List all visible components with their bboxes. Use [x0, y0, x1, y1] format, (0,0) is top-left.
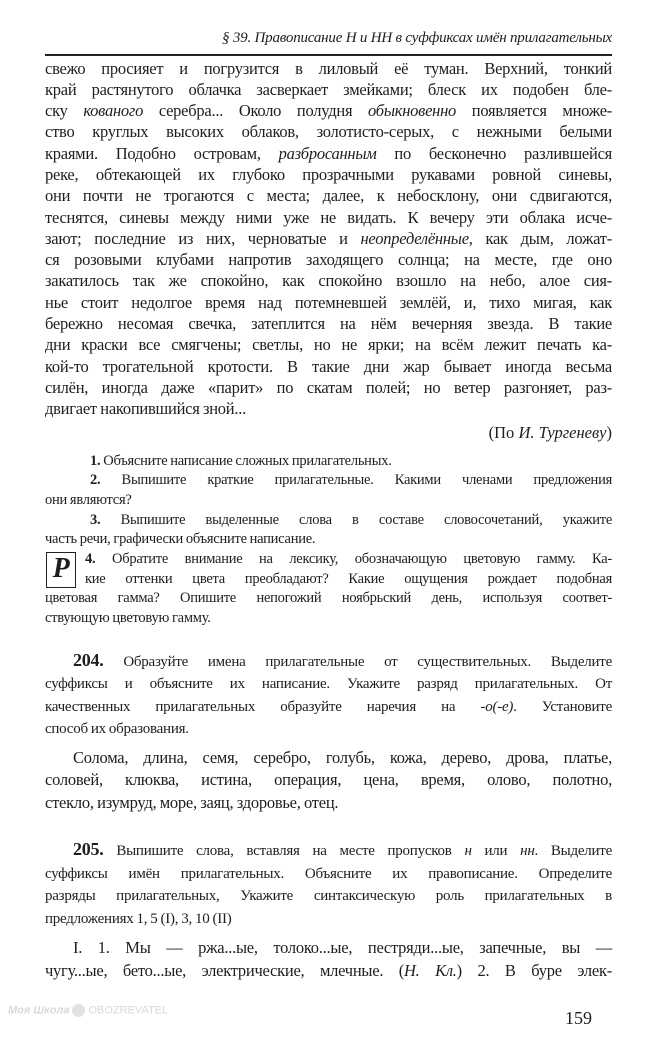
- attribution-suffix: ): [606, 422, 612, 442]
- text-line: [45, 270, 612, 291]
- text-segment: суффиксы и объясните их написание. Укажите разряд прилагательных. От: [45, 676, 612, 693]
- reading-text: [45, 58, 612, 420]
- number-label: 4.: [85, 551, 96, 568]
- text-segment: дни краски все смягчены; светлы, но не ярки; на всём лежит печать ка-: [45, 335, 612, 355]
- text-segment: предложениях 1, 5 (I), 3, 10 (II): [45, 910, 232, 927]
- text-line: [45, 471, 612, 491]
- text-segment: цветовая гамма? Опишите непогожий ноябрьский день, используя соответ-: [45, 590, 612, 607]
- text-line: [45, 673, 612, 696]
- paragraph: [45, 452, 612, 472]
- text-segment: нье стоит недолгое время над потемневшей землёй, и, тихо мигая, как: [45, 292, 612, 312]
- text-segment: , как дым, ложат-: [468, 228, 612, 248]
- text-segment: или: [471, 843, 521, 860]
- text-segment: соловей, клюква, истина, операция, цена, время, олово, полотно,: [45, 770, 612, 790]
- text-line: [45, 838, 612, 863]
- text-segment: ску: [45, 101, 84, 121]
- text-segment: ) 2. В буре элек-: [456, 961, 612, 981]
- header-rule: [45, 54, 612, 56]
- page-number: 159: [565, 1008, 592, 1029]
- text-segment: часть речи, графически объясните написание.: [45, 531, 316, 548]
- text-segment: чугу...ые, бето...ые, электрические, млечные. (: [45, 961, 405, 981]
- paragraph: [45, 747, 612, 815]
- text-line: [45, 511, 612, 531]
- page-header: § 39. Правописание Н и НН в суффиксах имён прилагательных: [222, 30, 612, 46]
- text-line: [45, 696, 612, 719]
- text-line: [45, 334, 612, 355]
- text-segment: они почти не трогаются с места; далее, к небосклону, они сдвигаются,: [45, 186, 612, 206]
- paragraph: [45, 550, 612, 629]
- paragraph: [45, 649, 612, 741]
- italic-word: н: [464, 843, 472, 860]
- text-segment: край растянутого облачка засверкает змейками; блеск их подобен бле-: [45, 79, 612, 99]
- text-segment: ся розовыми клубами напротив заходящего солнца; на месте, где оно: [45, 250, 612, 270]
- paragraph: [45, 58, 612, 420]
- text-line: [45, 143, 612, 164]
- text-line: [45, 79, 612, 100]
- text-line: [45, 530, 612, 550]
- text-line: [45, 589, 612, 609]
- text-line: [45, 863, 612, 886]
- italic-word: обыкновенно: [368, 101, 457, 121]
- text-segment: реке, обтекающей их глубоко прозрачными рукавами ровной синевы,: [45, 164, 612, 184]
- number-label: 205.: [73, 839, 104, 860]
- text-line: [45, 747, 612, 770]
- text-line: [45, 313, 612, 334]
- author: И. Тургеневу: [518, 422, 607, 442]
- text-line: [45, 959, 612, 982]
- watermark-brand: Моя Школа: [8, 1004, 70, 1017]
- text-segment: теснятся, синевы между ними уже не видать. К вечеру эти облака исче-: [45, 207, 612, 227]
- tasks-list: [45, 452, 612, 629]
- text-line: [45, 356, 612, 377]
- exercise-204-words: [45, 747, 612, 815]
- text-segment: кой-то трогательной кротости. В такие дни жар бывает иногда весьма: [45, 356, 612, 376]
- italic-word: -о(-е): [480, 698, 514, 715]
- text-segment: Солома, длина, семя, серебро, голубь, кожа, дерево, дрова, платье,: [73, 747, 612, 767]
- text-line: [45, 491, 612, 511]
- exercise-205: [45, 838, 612, 930]
- text-segment: Образуйте имена прилагательные от существительных. Выделите: [103, 653, 612, 670]
- text-line: [45, 398, 612, 419]
- text-segment: способ их образования.: [45, 721, 189, 738]
- text-line: [45, 550, 612, 570]
- text-segment: двигает накопившийся зной...: [45, 399, 247, 419]
- text-segment: Выпишите слова, вставляя на месте пропусков: [103, 843, 465, 860]
- text-segment: Выпишите выделенные слова в составе словосочетаний, укажите: [100, 511, 612, 528]
- speech-development-icon: [46, 552, 76, 588]
- text-line: [45, 936, 612, 959]
- paragraph: [45, 838, 612, 930]
- attribution-prefix: (По: [488, 422, 519, 442]
- exercise-205-text: [45, 936, 612, 982]
- text-segment: силён, иногда даже «парит» по скатам полей; но ветер разгоняет, раз-: [45, 377, 612, 397]
- text-line: [45, 292, 612, 313]
- text-segment: Объясните написание сложных прилагательных.: [100, 452, 392, 469]
- text-line: [45, 452, 612, 472]
- number-label: 204.: [73, 649, 104, 670]
- text-segment: I. 1. Мы — ржа...ые, толоко...ые, пестряди...ые, запечные, вы —: [73, 938, 612, 958]
- text-segment: суффиксы имён прилагательных. Объясните их правописание. Определите: [45, 865, 612, 882]
- text-line: [45, 207, 612, 228]
- text-segment: . Выделите: [534, 843, 612, 860]
- text-segment: разряды прилагательных, Укажите синтаксическую роль прилагательных в: [45, 888, 612, 905]
- text-line: [45, 121, 612, 142]
- paragraph: [45, 936, 612, 982]
- text-segment: Выпишите краткие прилагательные. Какими членами предложения: [100, 472, 612, 489]
- text-line: [45, 792, 612, 815]
- text-segment: серебра... Около полудня: [143, 101, 369, 121]
- italic-word: кованого: [83, 101, 144, 121]
- text-line: [45, 377, 612, 398]
- textbook-page: [45, 0, 612, 1039]
- text-segment: качественных прилагательных образуйте наречия на: [45, 698, 481, 715]
- number-label: 3.: [90, 511, 101, 528]
- watermark-brand: OBOZREVATEL: [88, 1004, 169, 1017]
- text-line: [45, 769, 612, 792]
- text-segment: краями. Подобно островам,: [45, 143, 279, 163]
- text-line: [45, 249, 612, 270]
- text-segment: закатилось так же спокойно, как спокойно взошло на небо, алое сия-: [45, 271, 612, 291]
- attribution: [45, 422, 612, 444]
- italic-word: нн: [520, 843, 535, 860]
- paragraph: [45, 471, 612, 510]
- text-line: [45, 908, 612, 931]
- number-label: 2.: [90, 472, 101, 489]
- italic-word: неопределённые: [360, 228, 469, 248]
- text-segment: кие оттенки цвета преобладают? Какие ощущения рождает подобная: [85, 570, 612, 587]
- text-segment: . Установите: [513, 698, 612, 715]
- text-line: [45, 185, 612, 206]
- exercise-204: [45, 649, 612, 741]
- text-line: [45, 228, 612, 249]
- text-segment: по бесконечно разлившейся: [376, 143, 612, 163]
- text-segment: бережно несомая свечка, затеплится на нём вечерняя звезда. В такие: [45, 314, 612, 334]
- text-segment: они являются?: [45, 491, 132, 508]
- text-line: [45, 649, 612, 674]
- text-segment: появляется множе-: [456, 101, 613, 121]
- text-line: [45, 885, 612, 908]
- text-segment: ство круглых высоких облаков, золотисто-серых, с нежными белыми: [45, 122, 612, 142]
- number-label: 1.: [90, 452, 101, 469]
- paragraph: [45, 511, 612, 550]
- text-segment: свежо просияет и погрузится в лиловый её туман. Верхний, тонкий: [45, 58, 612, 78]
- text-segment: Обратите внимание на лексику, обозначающую цветовую гамму. Ка-: [95, 551, 612, 568]
- italic-word: Н. Кл.: [404, 961, 457, 981]
- text-line: [45, 100, 612, 121]
- speech-icon-letter: Р: [52, 553, 70, 585]
- text-line: [45, 609, 612, 629]
- text-line: [45, 164, 612, 185]
- text-segment: зают; последние из них, черноватые и: [45, 228, 361, 248]
- text-segment: стекло, изумруд, море, заяц, здоровье, отец.: [45, 792, 339, 812]
- italic-word: разбросанным: [278, 143, 377, 163]
- text-line: [45, 58, 612, 79]
- text-segment: ствующую цветовую гамму.: [45, 610, 211, 627]
- text-line: [45, 570, 612, 590]
- text-line: [45, 718, 612, 741]
